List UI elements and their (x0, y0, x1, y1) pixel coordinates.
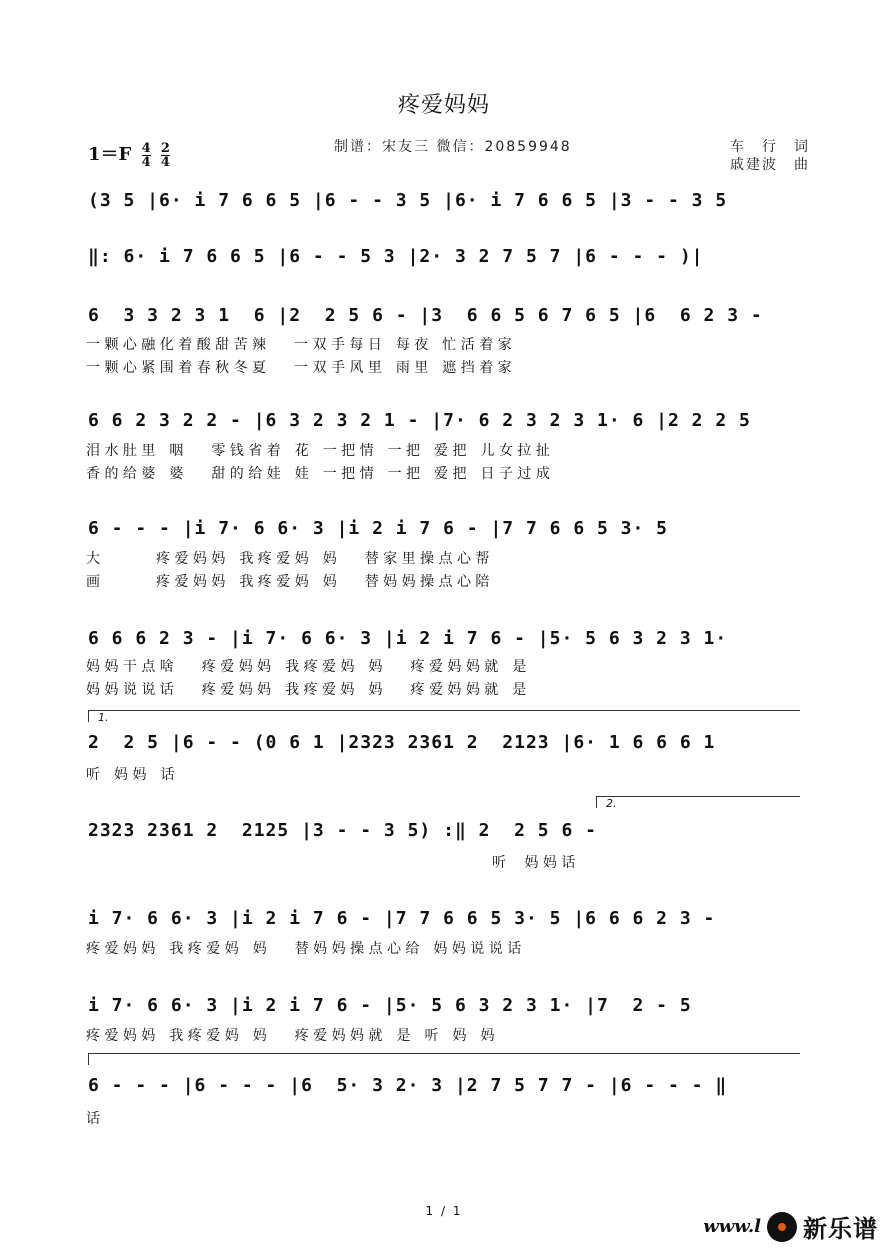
notation-line: i 7· 6 6· 3 |i 2 i 7 6 - |5· 5 6 3 2 3 1· |7 2 - 5 (88, 995, 692, 1016)
time-signature-numerator: 4 (141, 140, 151, 156)
notation-line: 6 - - - |i 7· 6 6· 3 |i 2 i 7 6 - |7 7 6 6 5 3· 5 (88, 518, 669, 539)
notation-line: 6 3 3 2 3 1 6 |2 2 5 6 - |3 6 6 5 6 7 6 5 |6 6 2 3 - (88, 305, 763, 326)
notation-line: i 7· 6 6· 3 |i 2 i 7 6 - |7 7 6 6 5 3· 5 |6 6 6 2 3 - (88, 908, 716, 929)
watermark-site-name: 新乐谱 (803, 1215, 878, 1243)
notation-line: (3 5 |6· i 7 6 6 5 |6 - - 3 5 |6· i 7 6 6 5 |3 - - 3 5 (88, 190, 728, 211)
lyric-line: 听 妈 妈 话 (86, 767, 175, 783)
watermark-logo (767, 1209, 878, 1244)
notation-line: 6 - - - |6 - - - |6 5· 3 2· 3 |2 7 5 7 7 - |6 - - - ‖ (88, 1075, 728, 1096)
lyricist-credit: 车 行 词 (730, 139, 810, 155)
lyric-line: 听 妈 妈 话 (86, 855, 576, 871)
lyric-line: 画 疼 爱 妈 妈 我 疼 爱 妈 妈 替 妈 妈 操 点 心 陪 (86, 574, 490, 590)
volta-bracket-tick (596, 796, 597, 808)
lyric-line: 话 (86, 1111, 100, 1127)
lyric-line: 妈 妈 说 说 话 疼 爱 妈 妈 我 疼 爱 妈 妈 疼 爱 妈 妈 就 是 (86, 682, 527, 698)
time-signature-4-4 (142, 142, 151, 169)
notation-line: 2323 2361 2 2125 |3 - - 3 5) :‖ 2 2 5 6 - (88, 820, 597, 841)
volta-bracket (88, 1053, 800, 1054)
lyric-line: 妈 妈 干 点 啥 疼 爱 妈 妈 我 疼 爱 妈 妈 疼 爱 妈 妈 就 是 (86, 659, 527, 675)
volta-label: 2. (606, 797, 617, 810)
site-watermark (703, 1209, 878, 1244)
time-signature-denominator: 4 (141, 154, 151, 170)
volta-bracket (596, 796, 800, 797)
lyric-line: 疼 爱 妈 妈 我 疼 爱 妈 妈 疼 爱 妈 妈 就 是 听 妈 妈 (86, 1028, 495, 1044)
lyric-line: 一 颗 心 紧 围 着 春 秋 冬 夏 一 双 手 风 里 雨 里 遮 挡 着 家 (86, 360, 512, 376)
arranger-credit: 制谱：宋友三 微信：20859948 (334, 139, 572, 155)
notation-line: ‖: 6· i 7 6 6 5 |6 - - 5 3 |2· 3 2 7 5 7 |6 - - - )| (88, 246, 704, 267)
composer-credit: 戚建波 曲 (730, 157, 810, 173)
volta-label: 1. (98, 711, 109, 724)
time-signature-2-4 (161, 142, 170, 169)
lyric-line: 泪 水 肚 里 咽 零 钱 省 着 花 一 把 情 一 把 爱 把 儿 女 拉 扯 (86, 443, 550, 459)
time-signature-denominator: 4 (160, 154, 170, 170)
lyric-line: 疼 爱 妈 妈 我 疼 爱 妈 妈 替 妈 妈 操 点 心 给 妈 妈 说 说 话 (86, 941, 522, 957)
lyric-line: 一 颗 心 融 化 着 酸 甜 苦 辣 一 双 手 每 日 每 夜 忙 活 着 家 (86, 337, 512, 353)
key-signature: 1＝F (88, 144, 132, 165)
lyric-line: 大 疼 爱 妈 妈 我 疼 爱 妈 妈 替 家 里 操 点 心 帮 (86, 551, 490, 567)
time-signature-numerator: 2 (160, 140, 170, 156)
watermark-url: www.l (703, 1216, 761, 1237)
record-disc-icon (767, 1212, 797, 1242)
notation-line: 6 6 6 2 3 - |i 7· 6 6· 3 |i 2 i 7 6 - |5· 5 6 3 2 3 1· (88, 628, 728, 649)
key-and-time-signature (88, 140, 170, 169)
page-number: 1 / 1 (425, 1204, 463, 1218)
volta-bracket-tick (88, 710, 89, 722)
volta-bracket-tick (88, 1053, 89, 1065)
notation-line: 6 6 2 3 2 2 - |6 3 2 3 2 1 - |7· 6 2 3 2 3 1· 6 |2 2 2 5 (88, 410, 751, 431)
song-title: 疼爱妈妈 (397, 93, 490, 118)
notation-line: 2 2 5 |6 - - (0 6 1 |2323 2361 2 2123 |6· 1 6 6 6 1 (88, 732, 716, 753)
lyric-line: 香 的 给 婆 婆 甜 的 给 娃 娃 一 把 情 一 把 爱 把 日 子 过 成 (86, 466, 550, 482)
volta-bracket (88, 710, 800, 711)
